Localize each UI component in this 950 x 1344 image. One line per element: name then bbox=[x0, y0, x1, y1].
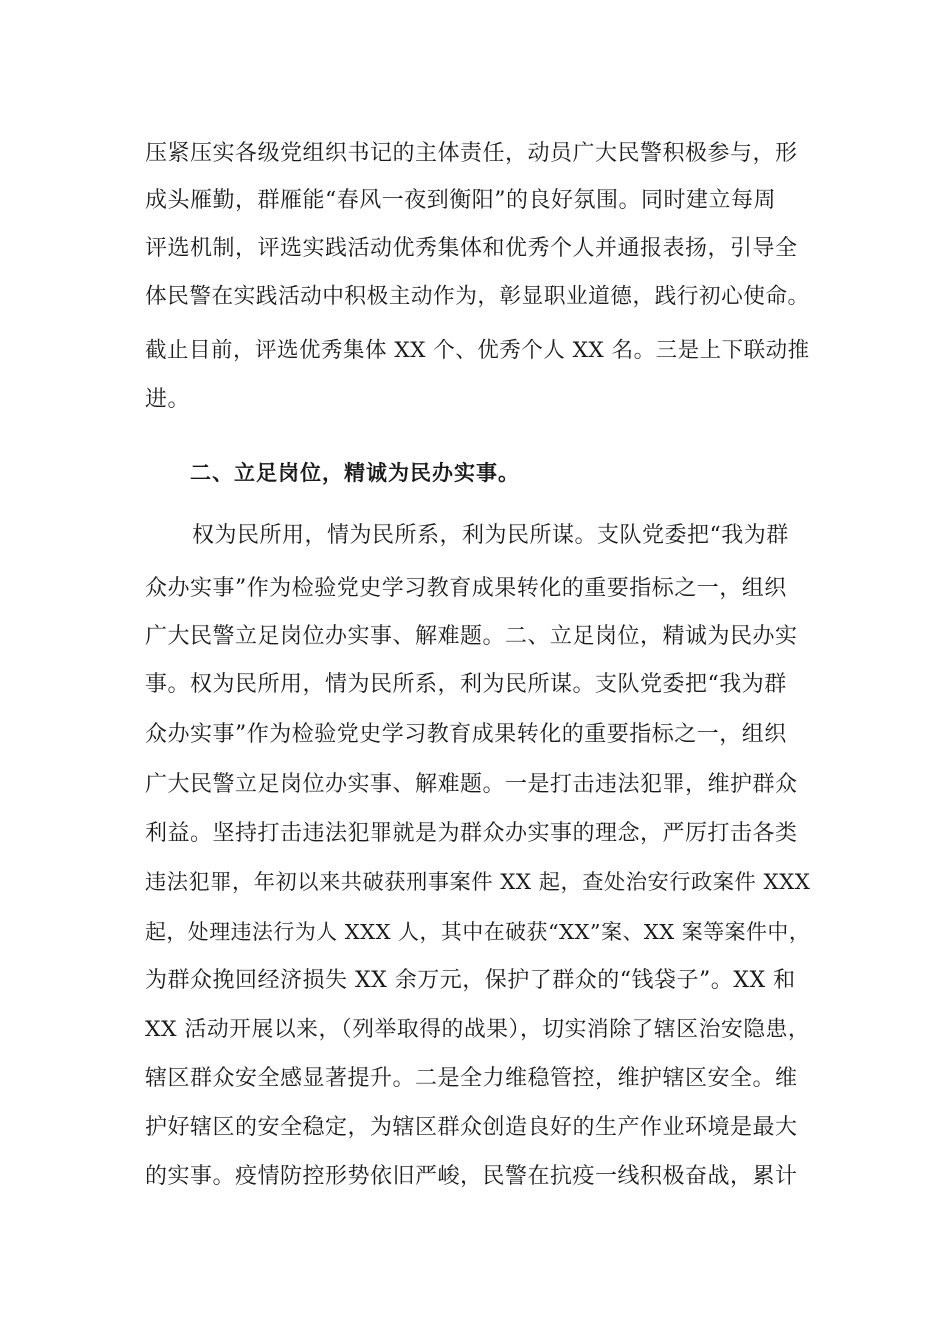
paragraph-2-line-2: 众办实事”作为检验党史学习教育成果转化的重要指标之一，组织 bbox=[145, 576, 787, 601]
paragraph-2-line-8: 违法犯罪，年初以来共破获刑事案件 XX 起，查处治安行政案件 XXX bbox=[145, 870, 811, 895]
paragraph-1-line-5: 截止目前，评选优秀集体 XX 个、优秀个人 XX 名。三是上下联动推 bbox=[145, 338, 810, 363]
paragraph-1-line-3: 评选机制，评选实践活动优秀集体和优秀个人并通报表扬，引导全 bbox=[145, 236, 798, 261]
paragraph-2-line-13: 护好辖区的安全稳定，为辖区群众创造良好的生产作业环境是最大 bbox=[145, 1115, 798, 1140]
paragraph-1-line-4: 体民警在实践活动中积极主动作为，彰显职业道德，践行初心使命。 bbox=[145, 284, 810, 309]
paragraph-2-line-5: 众办实事”作为检验党史学习教育成果转化的重要指标之一，组织 bbox=[145, 722, 787, 747]
paragraph-2-line-14: 的实事。疫情防控形势依旧严峻，民警在抗疫一线积极奋战，累计 bbox=[145, 1164, 798, 1189]
paragraph-1-line-1: 压紧压实各级党组织书记的主体责任，动员广大民警积极参与，形 bbox=[145, 141, 798, 166]
paragraph-2-line-7: 利益。坚持打击违法犯罪就是为群众办实事的理念，严厉打击各类 bbox=[145, 821, 798, 846]
paragraph-2-line-12: 辖区群众安全感显著提升。二是全力维稳管控，维护辖区安全。维 bbox=[145, 1066, 798, 1091]
paragraph-2-line-3: 广大民警立足岗位办实事、解难题。二、立足岗位，精诚为民办实 bbox=[145, 624, 798, 649]
paragraph-2-line-1: 权为民所用，情为民所系，利为民所谋。支队党委把“我为群 bbox=[192, 523, 789, 548]
paragraph-2-line-4: 事。权为民所用，情为民所系，利为民所谋。支队党委把“我为群 bbox=[145, 672, 787, 697]
paragraph-2-line-9: 起，处理违法行为人 XXX 人，其中在破获“XX”案、XX 案等案件中， bbox=[145, 920, 811, 944]
paragraph-1-line-2: 成头雁勤，群雁能“春风一夜到衡阳”的良好氛围。同时建立每周 bbox=[145, 188, 776, 213]
paragraph-2-line-6: 广大民警立足岗位办实事、解难题。一是打击违法犯罪，维护群众 bbox=[145, 772, 798, 797]
paragraph-1-line-6: 进。 bbox=[145, 387, 191, 412]
paragraph-2-line-10: 为群众挽回经济损失 XX 余万元，保护了群众的“钱袋子”。XX 和 bbox=[145, 968, 796, 993]
section-heading: 二、立足岗位，精诚为民办实事。 bbox=[190, 461, 520, 485]
paragraph-2-line-11: XX 活动开展以来，（列举取得的战果），切实消除了辖区治安隐患， bbox=[145, 1017, 811, 1042]
